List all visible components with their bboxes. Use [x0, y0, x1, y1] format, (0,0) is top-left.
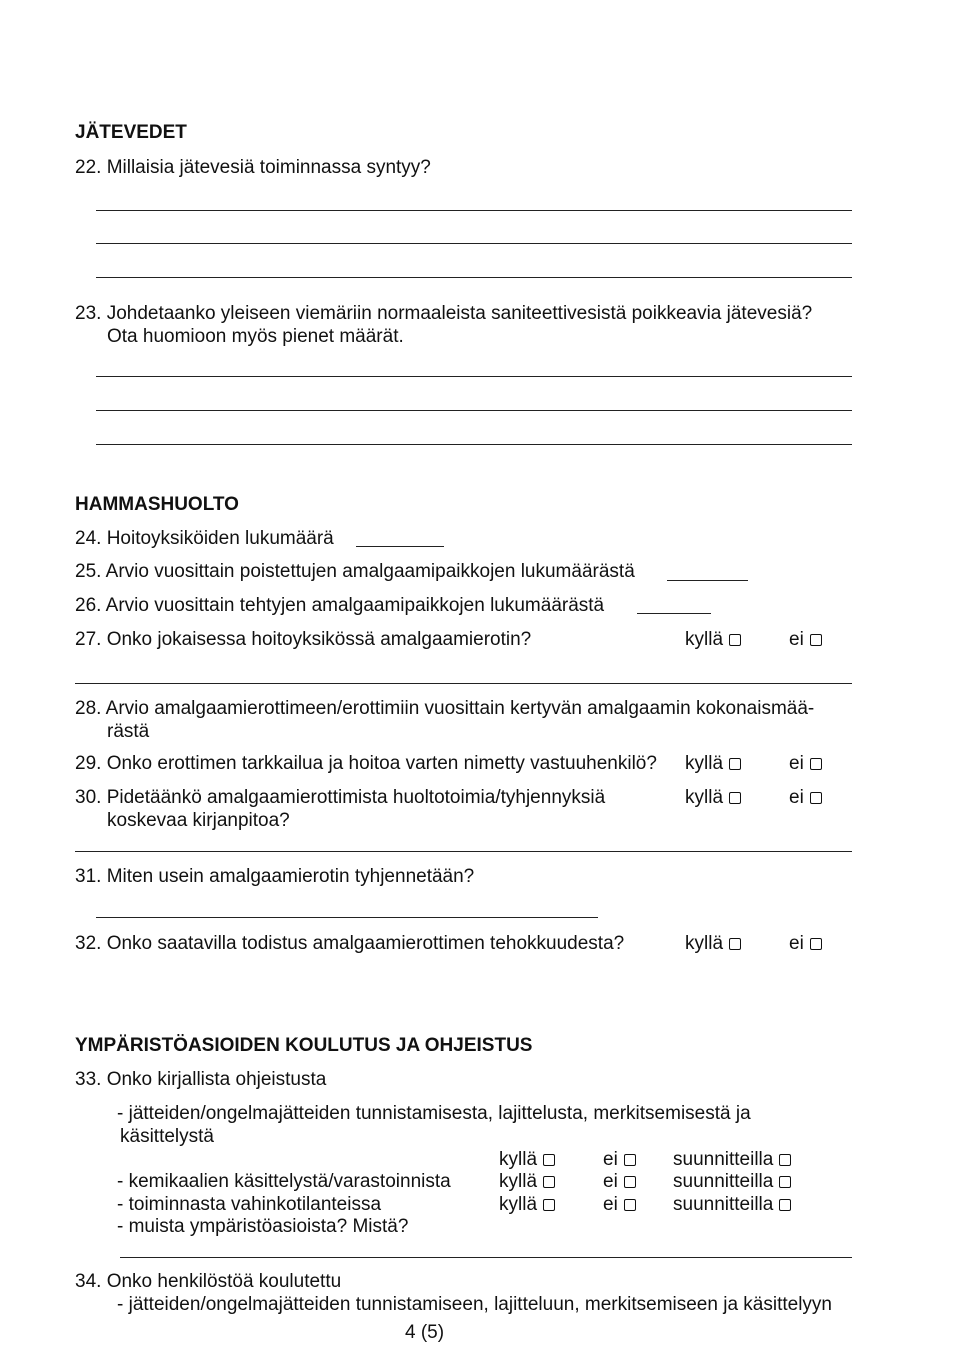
q27-yes-option[interactable]: [685, 629, 741, 651]
option-label: kyllä: [499, 1171, 538, 1192]
checkbox[interactable]: [779, 1154, 791, 1166]
q33-item4: - muista ympäristöasioista? Mistä?: [117, 1216, 409, 1237]
answer-line-25[interactable]: [667, 580, 748, 581]
q33-item3-no-option[interactable]: [603, 1194, 636, 1216]
section-divider: [75, 683, 852, 684]
q30-yes-option[interactable]: [685, 787, 741, 809]
question-28-cont: rästä: [107, 721, 150, 742]
answer-line-23b[interactable]: [96, 410, 852, 411]
checkbox[interactable]: [543, 1199, 555, 1211]
q30-no-option[interactable]: [789, 787, 822, 809]
question-26: 26. Arvio vuosittain tehtyjen amalgaamipaikkojen lukumäärästä: [75, 595, 605, 616]
checkbox[interactable]: [810, 758, 822, 770]
section-heading-jatevedet: JÄTEVEDET: [75, 122, 187, 143]
answer-line-23c[interactable]: [96, 444, 852, 445]
section-heading-hammashuolto: HAMMASHUOLTO: [75, 494, 239, 515]
question-22: 22. Millaisia jätevesiä toiminnassa syntyy?: [75, 157, 431, 178]
question-32: 32. Onko saatavilla todistus amalgaamierottimen tehokkuudesta?: [75, 933, 625, 954]
checkbox[interactable]: [779, 1199, 791, 1211]
q33-item2-no-option[interactable]: [603, 1171, 636, 1193]
q33-item2: - kemikaalien käsittelystä/varastoinnista: [117, 1171, 451, 1192]
checkbox[interactable]: [729, 634, 741, 646]
question-31: 31. Miten usein amalgaamierotin tyhjennetään?: [75, 866, 475, 887]
question-27: 27. Onko jokaisessa hoitoyksikössä amalgaamierotin?: [75, 629, 532, 650]
question-23: 23. Johdetaanko yleiseen viemäriin normaaleista saniteettivesistä poikkeavia jätevesiä?: [75, 303, 813, 324]
option-label: suunnitteilla: [673, 1149, 774, 1170]
q33-item1-no-option[interactable]: [603, 1149, 636, 1171]
q33-item2-planned-option[interactable]: [673, 1171, 791, 1193]
section-divider: [75, 851, 852, 852]
checkbox[interactable]: [810, 938, 822, 950]
answer-line-33[interactable]: [120, 1257, 852, 1258]
q33-item1-yes-option[interactable]: [499, 1149, 555, 1171]
q33-item3: - toiminnasta vahinkotilanteissa: [117, 1194, 382, 1215]
option-label: ei: [789, 933, 804, 954]
checkbox[interactable]: [810, 792, 822, 804]
option-label: suunnitteilla: [673, 1194, 774, 1215]
option-label: kyllä: [685, 933, 724, 954]
question-29: 29. Onko erottimen tarkkailua ja hoitoa varten nimetty vastuuhenkilö?: [75, 753, 657, 774]
question-33: 33. Onko kirjallista ohjeistusta: [75, 1069, 327, 1090]
question-34: 34. Onko henkilöstöä koulutettu: [75, 1271, 342, 1292]
option-label: kyllä: [499, 1194, 538, 1215]
option-label: ei: [603, 1171, 618, 1192]
checkbox[interactable]: [729, 758, 741, 770]
option-label: ei: [789, 753, 804, 774]
question-25: 25. Arvio vuosittain poistettujen amalgaamipaikkojen lukumäärästä: [75, 561, 635, 582]
checkbox[interactable]: [624, 1154, 636, 1166]
question-28: 28. Arvio amalgaamierottimeen/erottimiin vuosittain kertyvän amalgaamin kokonaismää-: [75, 698, 815, 719]
q33-item3-planned-option[interactable]: [673, 1194, 791, 1216]
q32-yes-option[interactable]: [685, 933, 741, 955]
question-23-note: Ota huomioon myös pienet määrät.: [107, 326, 404, 347]
q33-item2-yes-option[interactable]: [499, 1171, 555, 1193]
q34-item1: - jätteiden/ongelmajätteiden tunnistamiseen, lajitteluun, merkitsemiseen ja käsittelyyn: [117, 1294, 832, 1315]
checkbox[interactable]: [624, 1176, 636, 1188]
option-label: ei: [603, 1149, 618, 1170]
checkbox[interactable]: [624, 1199, 636, 1211]
option-label: suunnitteilla: [673, 1171, 774, 1192]
option-label: kyllä: [499, 1149, 538, 1170]
q33-item3-yes-option[interactable]: [499, 1194, 555, 1216]
checkbox[interactable]: [729, 938, 741, 950]
checkbox[interactable]: [543, 1154, 555, 1166]
answer-line-24[interactable]: [356, 546, 444, 547]
option-label: ei: [789, 787, 804, 808]
page-number: 4 (5): [405, 1322, 445, 1343]
answer-line-31[interactable]: [96, 917, 598, 918]
option-label: kyllä: [685, 787, 724, 808]
option-label: kyllä: [685, 753, 724, 774]
q33-item1: - jätteiden/ongelmajätteiden tunnistamisesta, lajittelusta, merkitsemisestä ja: [117, 1103, 751, 1124]
answer-line-22c[interactable]: [96, 277, 852, 278]
question-30-cont: koskevaa kirjanpitoa?: [107, 810, 290, 831]
answer-line-22a[interactable]: [96, 210, 852, 211]
checkbox[interactable]: [779, 1176, 791, 1188]
q33-item1-cont: käsittelystä: [120, 1126, 214, 1147]
answer-line-26[interactable]: [637, 613, 711, 614]
option-label: ei: [789, 629, 804, 650]
question-30: 30. Pidetäänkö amalgaamierottimista huoltotoimia/tyhjennyksiä: [75, 787, 606, 808]
q32-no-option[interactable]: [789, 933, 822, 955]
answer-line-23a[interactable]: [96, 376, 852, 377]
section-heading-ymparisto: YMPÄRISTÖASIOIDEN KOULUTUS JA OHJEISTUS: [75, 1035, 533, 1056]
q29-no-option[interactable]: [789, 753, 822, 775]
checkbox[interactable]: [729, 792, 741, 804]
q29-yes-option[interactable]: [685, 753, 741, 775]
checkbox[interactable]: [543, 1176, 555, 1188]
option-label: ei: [603, 1194, 618, 1215]
option-label: kyllä: [685, 629, 724, 650]
question-24: 24. Hoitoyksiköiden lukumäärä: [75, 528, 334, 549]
q33-item1-planned-option[interactable]: [673, 1149, 791, 1171]
q27-no-option[interactable]: [789, 629, 822, 651]
checkbox[interactable]: [810, 634, 822, 646]
answer-line-22b[interactable]: [96, 243, 852, 244]
